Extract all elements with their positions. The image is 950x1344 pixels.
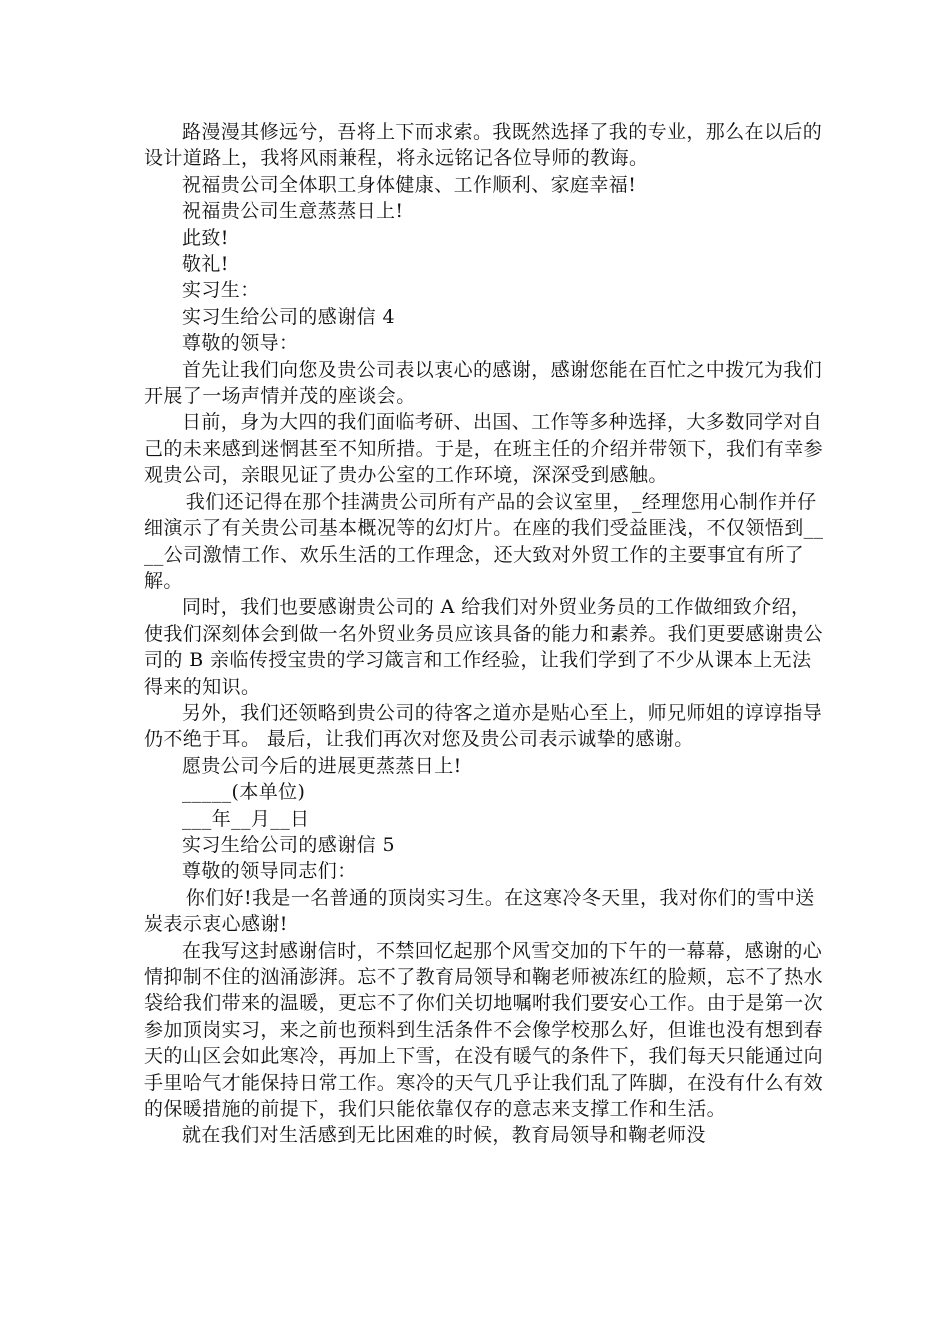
paragraph-blessing-business: 祝福贵公司生意蒸蒸日上! [182, 200, 404, 223]
letter-4-paragraph-2: 日前，身为大四的我们面临考研、出国、工作等多种选择，大多数同学对自己的未来感到迷惘甚至不知所措。于是，在班主任的介绍并带领下，我们有幸参观贵公司，亲眼见证了贵办公室的工作环境，深深受到感触。 [144, 411, 824, 487]
letter-4-title: 实习生给公司的感谢信 4 [182, 305, 395, 328]
letter-5-paragraph-2: 在我写这封感谢信时，不禁回忆起那个风雪交加的下午的一幕幕，感谢的心情抑制不住的汹涌澎湃。忘不了教育局领导和鞠老师被冻红的脸颊，忘不了热水袋给我们带来的温暖，更忘不了你们关切地嘱咐我们要安心工作。由于是第一次参加顶岗实习，来之前也预料到生活条件不会像学校那么好，但谁也没有想到春天的山区会如此寒冷，再加上下雪，在没有暖气的条件下，我们每天只能通过向手里哈气才能保持日常工作。寒冷的天气几乎让我们乱了阵脚，在没有什么有效的保暖措施的前提下，我们只能依靠仅存的意志来支撑工作和生活。 [144, 939, 824, 1121]
document-body [144, 119, 824, 1149]
paragraph-salutation-1: 此致! [182, 226, 229, 249]
letter-4-date: ___年__月__日 [182, 807, 310, 830]
letter-5-paragraph-3: 就在我们对生活感到无比困难的时候，教育局领导和鞠老师没 [182, 1124, 706, 1147]
letter-4-paragraph-5: 另外，我们还领略到贵公司的待客之道亦是贴心至上，师兄师姐的谆谆指导仍不绝于耳。 最后，让我们再次对您及贵公司表示诚挚的感谢。 [144, 701, 823, 751]
paragraph-salutation-2: 敬礼! [182, 253, 229, 276]
letter-4-wish: 愿贵公司今后的进展更蒸蒸日上! [182, 754, 462, 777]
letter-5-title: 实习生给公司的感谢信 5 [182, 833, 395, 856]
letter-5-greeting: 尊敬的领导同志们： [182, 860, 357, 883]
paragraph-signature-intern: 实习生： [182, 279, 260, 302]
letter-4-unit: _____(本单位) [182, 781, 306, 804]
letter-4-greeting: 尊敬的领导： [182, 332, 299, 355]
paragraph-blessing-staff: 祝福贵公司全体职工身体健康、工作顺利、家庭幸福! [182, 173, 637, 196]
letter-5-paragraph-1: 你们好!我是一名普通的顶岗实习生。在这寒冷冬天里，我对你们的雪中送炭表示衷心感谢! [144, 886, 815, 936]
letter-4-paragraph-1: 首先让我们向您及贵公司表以衷心的感谢，感谢您能在百忙之中拨冗为我们开展了一场声情并茂的座谈会。 [144, 358, 823, 408]
paragraph-closing-quote: 路漫漫其修远兮，吾将上下而求索。我既然选择了我的专业，那么在以后的设计道路上，我将风雨兼程，将永远铭记各位导师的教诲。 [144, 121, 823, 170]
letter-4-paragraph-3: 我们还记得在那个挂满贵公司所有产品的会议室里，_经理您用心制作并仔细演示了有关贵公司基本概况等的幻灯片。在座的我们受益匪浅，不仅领悟到____公司激情工作、欢乐生活的工作理念，还大致对外贸工作的主要事宜有所了解。 [144, 490, 824, 592]
letter-4-paragraph-4: 同时，我们也要感谢贵公司的 A 给我们对外贸业务员的工作做细致介绍，使我们深刻体会到做一名外贸业务员应该具备的能力和素养。我们更要感谢贵公司的 B 亲临传授宝贵的学习箴言和工作经验，让我们学到了不少从课本上无法得来的知识。 [144, 596, 824, 698]
